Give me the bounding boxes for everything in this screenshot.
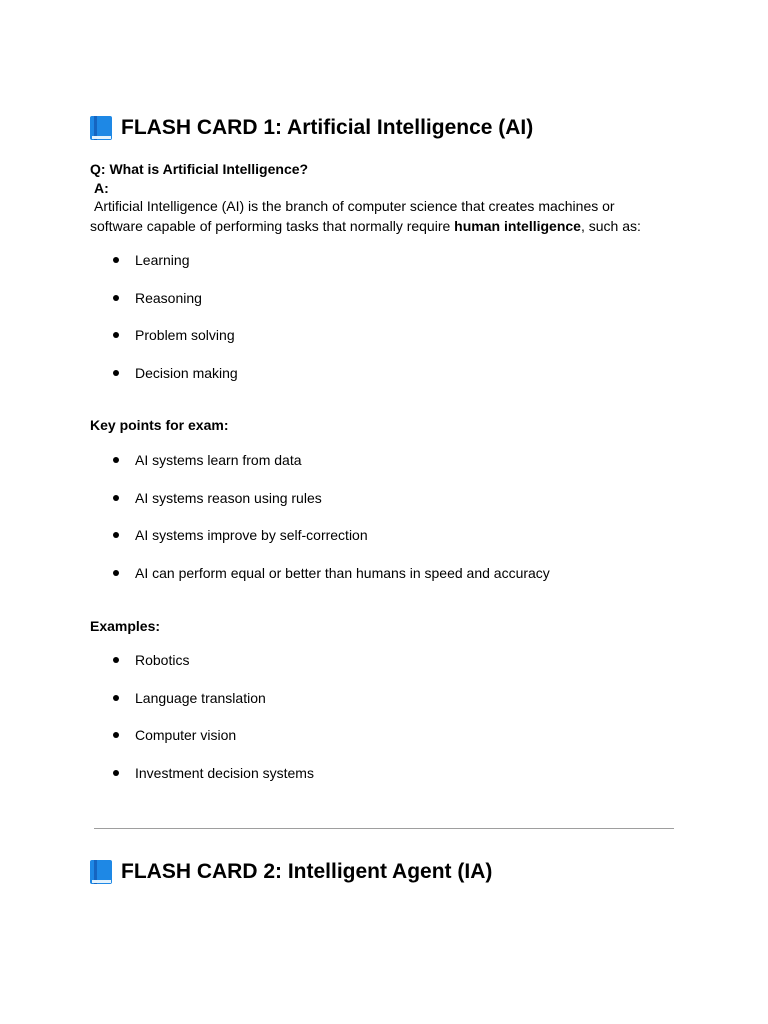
book-icon [90, 860, 112, 884]
list-item: Robotics [112, 650, 314, 688]
list-item: AI can perform equal or better than humans in speed and accuracy [112, 563, 550, 601]
card1-definition [90, 196, 670, 236]
definition-text: Artificial Intelligence (AI) is the branch of computer science that creates machines or software capable of performing tasks that normally require [90, 198, 615, 234]
list-item: AI systems reason using rules [112, 488, 550, 526]
list-item: Learning [112, 250, 238, 288]
examples-list [112, 650, 314, 800]
card2-title [90, 860, 492, 884]
definition-text-end: , such as: [580, 218, 641, 234]
list-item: Investment decision systems [112, 763, 314, 801]
book-icon [90, 116, 112, 140]
list-item: AI systems learn from data [112, 450, 550, 488]
definition-bold-text: human intelligence [454, 218, 581, 234]
list-item: Language translation [112, 688, 314, 726]
list-item: Reasoning [112, 288, 238, 326]
card2-title-text: FLASH CARD 2: Intelligent Agent (IA) [121, 860, 493, 883]
section-divider [94, 828, 674, 829]
examples-heading: Examples: [90, 618, 161, 634]
card1-title [90, 116, 533, 140]
list-item: Computer vision [112, 725, 314, 763]
key-points-list [112, 450, 550, 600]
list-item: AI systems improve by self-correction [112, 525, 550, 563]
list-item: Decision making [112, 363, 238, 401]
card1-question: Q: What is Artificial Intelligence? [90, 161, 309, 177]
list-item: Problem solving [112, 325, 238, 363]
abilities-list [112, 250, 238, 400]
card1-title-text: FLASH CARD 1: Artificial Intelligence (AI) [121, 116, 534, 139]
card1-answer-label: A: [94, 180, 109, 196]
key-points-heading: Key points for exam: [90, 417, 229, 433]
